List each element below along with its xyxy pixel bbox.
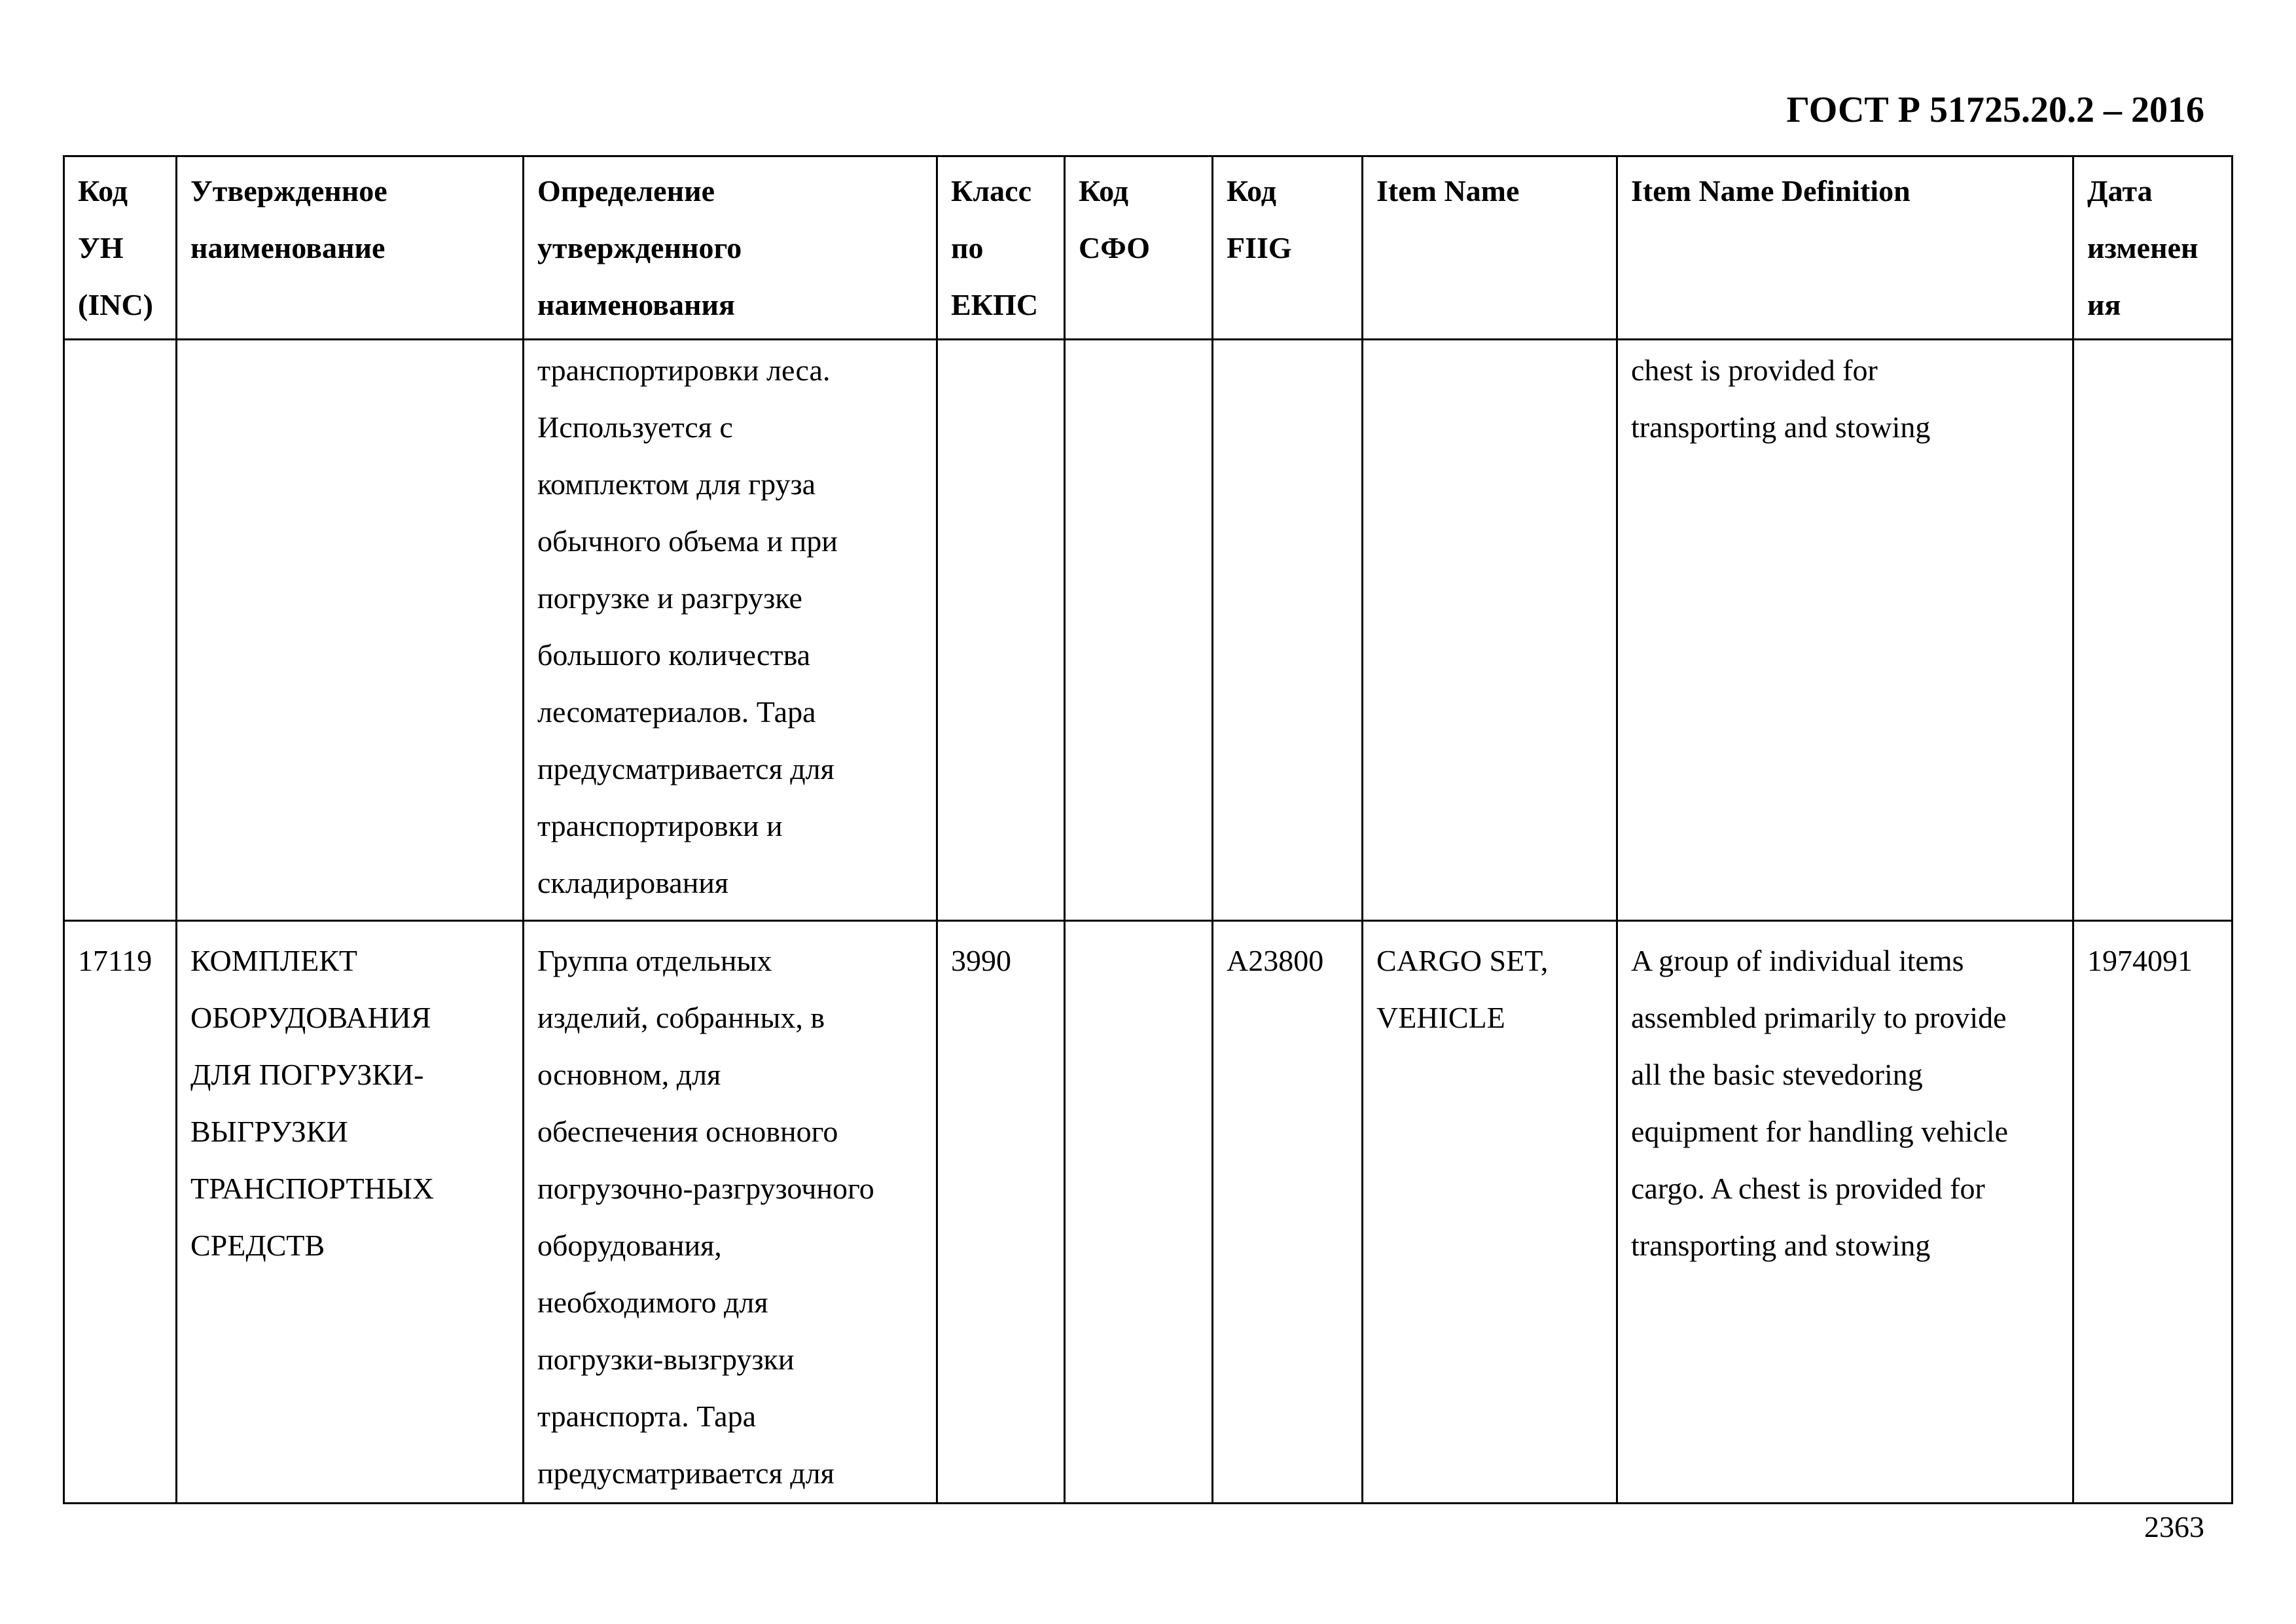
cell-approved-name bbox=[177, 340, 524, 921]
cell-item-name-definition: chest is provided for transporting and stowing bbox=[1617, 340, 2073, 921]
column-header-approved-name: Утвержденное наименование bbox=[177, 156, 524, 340]
cell-item-name bbox=[1363, 340, 1617, 921]
cell-item-name-definition: A group of individual items assembled primarily to provide all the basic stevedoring equipment for handling vehicle cargo. A chest is provided for transporting and stowing bbox=[1617, 921, 2073, 1504]
cell-sfo-code bbox=[1065, 921, 1213, 1504]
table-row bbox=[64, 340, 2233, 921]
cell-approved-name: КОМПЛЕКТ ОБОРУДОВАНИЯ ДЛЯ ПОГРУЗКИ- ВЫГРУЗКИ ТРАНСПОРТНЫХ СРЕДСТВ bbox=[177, 921, 524, 1504]
column-header-inc: Код УН (INC) bbox=[64, 156, 177, 340]
cell-sfo-code bbox=[1065, 340, 1213, 921]
cell-ekps-class: 3990 bbox=[937, 921, 1065, 1504]
cell-inc: 17119 bbox=[64, 921, 177, 1504]
cell-definition: Группа отдельных изделий, собранных, в основном, для обеспечения основного погрузочно-разгрузочного оборудования, необходимого для погрузки-вызгрузки транспорта. Тара предусматривается для bbox=[524, 921, 937, 1504]
column-header-definition: Определение утвержденного наименования bbox=[524, 156, 937, 340]
cell-item-name: CARGO SET, VEHICLE bbox=[1363, 921, 1617, 1504]
column-header-change-date: Дата изменен ия bbox=[2073, 156, 2233, 340]
cell-inc bbox=[64, 340, 177, 921]
cell-change-date bbox=[2073, 340, 2233, 921]
column-header-item-name: Item Name bbox=[1363, 156, 1617, 340]
cell-fiig-code bbox=[1213, 340, 1363, 921]
table-row bbox=[64, 921, 2233, 1504]
cell-definition: транспортировки леса. Используется с комплектом для груза обычного объема и при погрузке и разгрузке большого количества лесоматериалов. Тара предусматривается для транспортировки и складирования bbox=[524, 340, 937, 921]
page-number: 2363 bbox=[2144, 1510, 2204, 1543]
column-header-item-name-definition: Item Name Definition bbox=[1617, 156, 2073, 340]
column-header-sfo-code: Код СФО bbox=[1065, 156, 1213, 340]
document-code: ГОСТ Р 51725.20.2 – 2016 bbox=[1786, 90, 2204, 130]
cell-ekps-class bbox=[937, 340, 1065, 921]
cell-change-date: 1974091 bbox=[2073, 921, 2233, 1504]
table-header-row bbox=[64, 156, 2233, 340]
cell-fiig-code: A23800 bbox=[1213, 921, 1363, 1504]
catalog-table bbox=[63, 155, 2233, 1504]
column-header-ekps-class: Класс по ЕКПС bbox=[937, 156, 1065, 340]
column-header-fiig-code: Код FIIG bbox=[1213, 156, 1363, 340]
